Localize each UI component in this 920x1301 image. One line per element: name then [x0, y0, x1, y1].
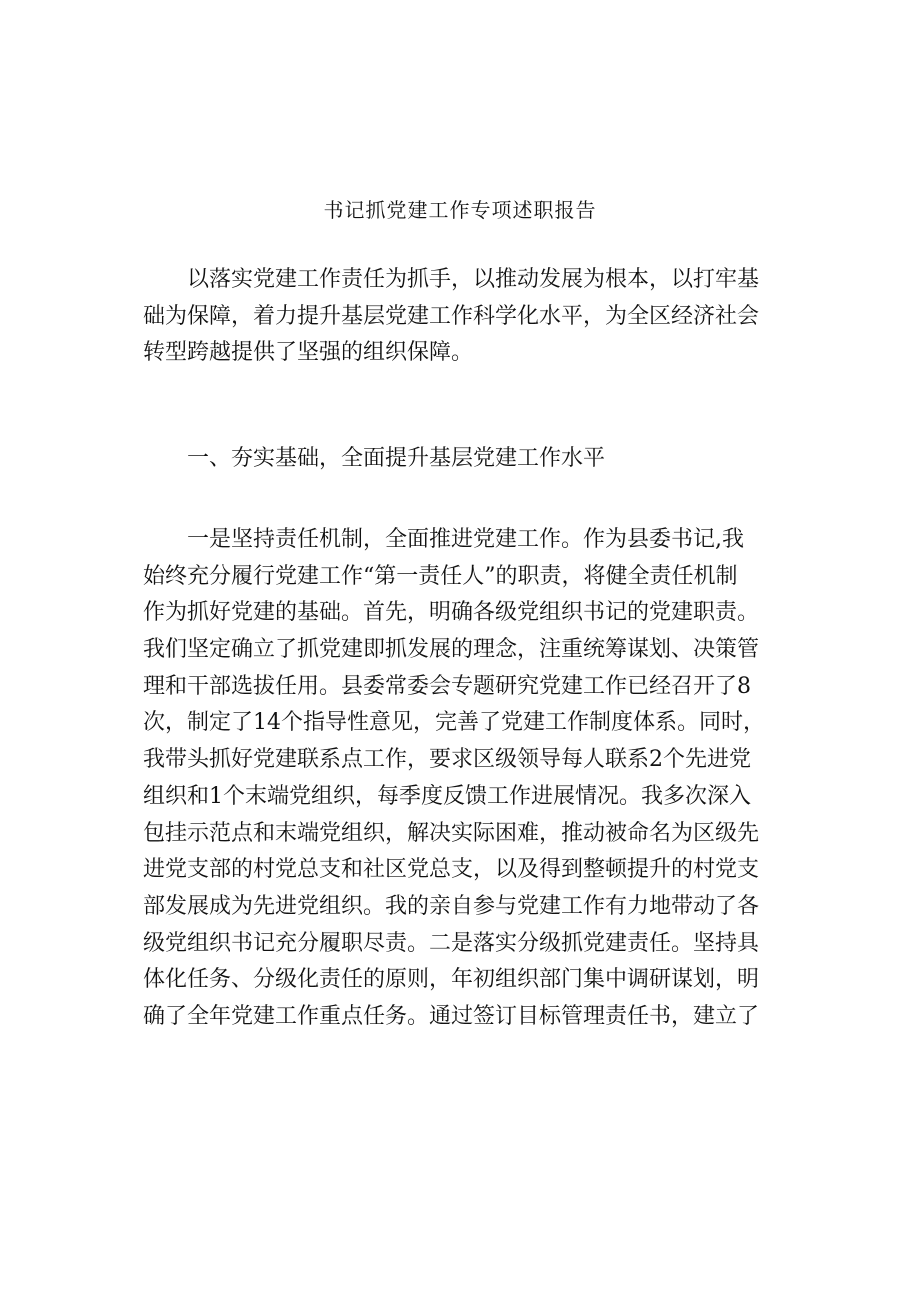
- body-line: 部发展成为先进党组织。我的亲自参与党建工作有力地带动了各: [143, 893, 760, 919]
- body-line: 我们坚定确立了抓党建即抓发展的理念，注重统筹谋划、决策管: [143, 637, 760, 663]
- section-1-heading: 一、夯实基础，全面提升基层党建工作水平: [187, 446, 606, 471]
- body-line: 组织和1个末端党组织，每季度反馈工作进展情况。我多次深入: [143, 783, 751, 809]
- body-line: 包挂示范点和末端党组织，解决实际困难，推动被命名为区级先: [143, 820, 760, 846]
- body-line: 始终充分履行党建工作“第一责任人”的职责，将健全责任机制: [143, 563, 738, 589]
- body-line: 作为抓好党建的基础。首先，明确各级党组织书记的党建职责。: [143, 600, 760, 626]
- intro-line: 以落实党建工作责任为抓手，以推动发展为根本，以打牢基: [187, 267, 760, 292]
- body-line: 体化任务、分级化责任的原则，年初组织部门集中调研谋划，明: [143, 967, 760, 993]
- body-line: 进党支部的村党总支和社区党总支，以及得到整顿提升的村党支: [143, 857, 760, 883]
- body-line: 理和干部选拔任用。县委常委会专题研究党建工作已经召开了8: [143, 673, 751, 699]
- document-title: 书记抓党建工作专项述职报告: [323, 198, 597, 222]
- body-line: 级党组织书记充分履职尽责。二是落实分级抓党建责任。坚持具: [143, 930, 760, 956]
- body-paragraph: [143, 522, 765, 1036]
- intro-line: 础为保障，着力提升基层党建工作科学化水平，为全区经济社会: [143, 303, 760, 329]
- body-line: 次，制定了14个指导性意见，完善了党建工作制度体系。同时，: [143, 710, 765, 736]
- section-1-heading-block: [143, 441, 605, 478]
- body-line: 确了全年党建工作重点任务。通过签订目标管理责任书，建立了: [143, 1003, 760, 1029]
- intro-paragraph: [143, 262, 759, 372]
- body-line: 一是坚持责任机制，全面推进党建工作。作为县委书记,我: [187, 527, 744, 552]
- intro-line: 转型跨越提供了坚强的组织保障。: [143, 340, 474, 366]
- body-line: 我带头抓好党建联系点工作，要求区级领导每人联系2个先进党: [143, 747, 751, 773]
